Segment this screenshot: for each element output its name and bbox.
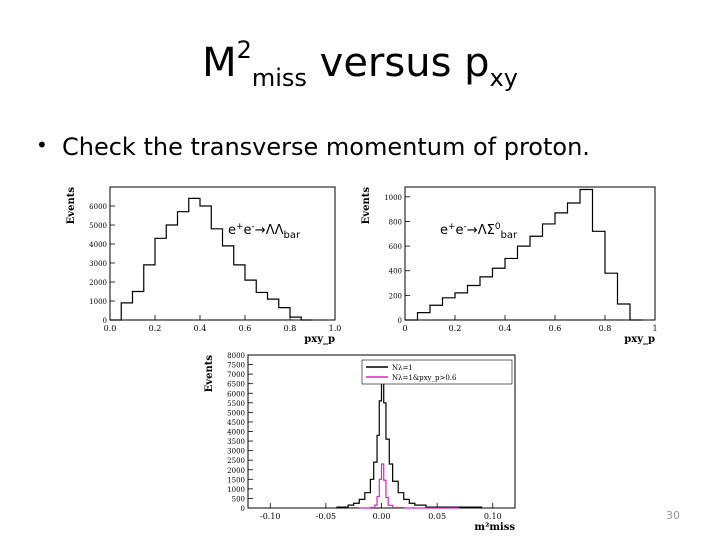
hist-3-series-1-line [337,370,482,508]
hist-3-legend-label-1: Nλ=1 [392,364,413,372]
hist-2-x-tick-label: 0 [402,324,408,333]
hist-1-annotation: $e^+e^-\to\Lambda\Lambda_{bar}$ [228,222,301,241]
hist-2-x-tick-label: 0.8 [598,324,612,333]
hist-2-x-axis-label: pxy_p [624,334,655,345]
hist-2-y-tick-label: 400 [388,267,402,276]
title-sup: 2 [236,36,252,64]
hist-3-y-tick-label: 3500 [227,438,245,447]
title-sub: miss [251,64,307,92]
title-sub2: xy [489,64,518,92]
hist-3-y-tick-label: 1000 [227,485,245,494]
hist-3-y-tick-label: 2500 [227,457,245,466]
hist-3-y-tick-label: 6000 [227,390,245,399]
slide-number: 30 [666,509,680,522]
hist-3-y-tick-label: 7500 [227,361,245,370]
hist-3-y-tick-label: 1500 [227,476,245,485]
hist-2-y-tick-label: 200 [388,292,402,301]
bullet-dot: • [36,133,48,157]
hist-1-y-tick-label: 2000 [89,279,107,287]
hist-1-x-tick-label: 0.8 [283,324,297,333]
hist-2-x-tick-label: 1 [652,324,658,333]
hist-3-x-tick-label: -0.05 [315,512,337,521]
hist-2-y-tick-label: 1000 [384,193,402,202]
hist-3-x-tick-label: 0.00 [372,512,391,521]
hist-1-y-tick-label: 0 [102,317,107,325]
hist-1-x-tick-label: 0.2 [148,324,162,333]
hist-1-y-axis-label: Events [66,187,77,225]
hist-1-y-tick-label: 3000 [89,260,107,268]
hist-1-x-tick-label: 0.4 [193,324,207,333]
hist-2-annotation: $e^+e^-\to\Lambda\Sigma^0_{bar}$ [440,222,518,241]
hist-3-y-tick-label: 8000 [227,352,245,360]
hist-1-y-tick-label: 4000 [89,241,107,249]
hist-3-x-tick-label: 0.05 [428,512,447,521]
hist-1-x-tick-label: 0.6 [238,324,252,333]
hist-2-y-tick-label: 0 [397,317,402,325]
hist-3-y-tick-label: 5000 [227,409,245,418]
hist-1-y-tick-label: 5000 [89,222,107,230]
hist-3-y-tick-label: 7000 [227,371,245,380]
hist-2-y-axis-label: Events [361,187,372,225]
hist-1-y-tick-label: 1000 [89,298,107,306]
hist-3-y-tick-label: 2000 [227,466,245,475]
hist-3-y-tick-label: 0 [240,505,245,513]
hist-2-x-tick-label: 0.6 [548,324,562,333]
hist-3-y-tick-label: 6500 [227,380,245,389]
hist-1-series-1-line [110,198,313,320]
hist-3-x-axis-label: m²miss [474,522,515,533]
hist-2-x-tick-label: 0.2 [448,324,462,333]
hist-3-y-axis-label: Events [204,355,215,393]
hist-3-x-tick-label: 0.10 [483,512,502,521]
hist-1-x-tick-label: 1.0 [328,324,342,333]
hist-1-y-tick-label: 6000 [89,203,107,211]
hist-3-y-tick-label: 4000 [227,428,245,437]
hist-3-x-tick-label: -0.10 [259,512,281,521]
hist-2-y-tick-label: 600 [388,243,402,252]
hist-1-frame [110,187,335,320]
hist-3-y-tick-label: 500 [231,495,245,504]
hist-2-x-tick-label: 0.4 [498,324,512,333]
bullet-text: Check the transverse momentum of proton. [62,133,590,161]
hist-1-x-tick-label: 0.0 [103,324,117,333]
hist-2-y-tick-label: 800 [388,218,402,227]
title-m: M [202,40,237,86]
hist-1-x-axis-label: pxy_p [304,334,335,345]
hist-3-y-tick-label: 5500 [227,399,245,408]
hist-2-series-1-line [405,189,643,320]
hist-3-legend-label-2: Nλ=1&pxy_p>0.6 [392,374,457,382]
title-middle: versus p [306,40,490,86]
hist-3-y-tick-label: 4500 [227,418,245,427]
hist-3-y-tick-label: 3000 [227,447,245,456]
